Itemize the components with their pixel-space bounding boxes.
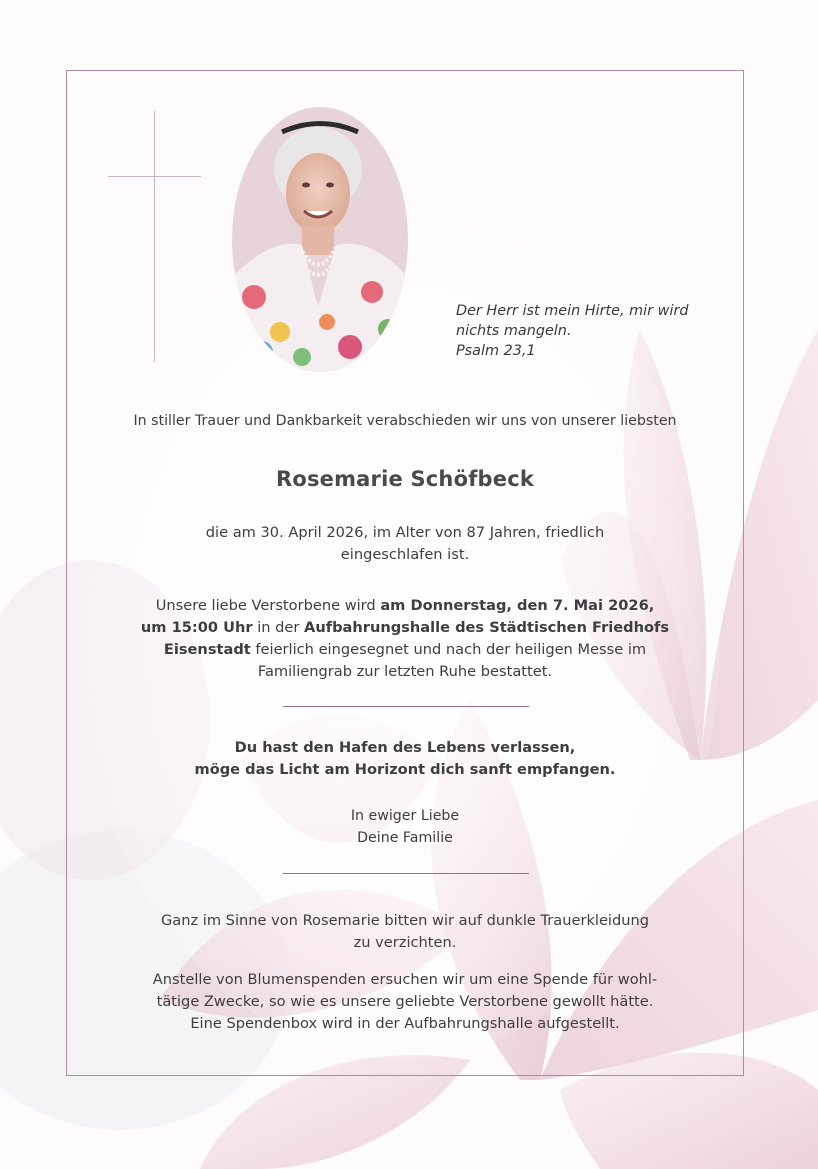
funeral-text: Unsere liebe Verstorbene wird [155,597,381,614]
funeral-venue: Aufbahrungshalle des Städtischen Friedhofs [304,619,670,636]
funeral-city: Eisenstadt [163,641,251,658]
verse-line-1: Du hast den Hafen des Lebens verlassen, [234,739,576,756]
cross-icon [154,111,155,362]
cross-icon-bar [108,176,201,177]
psalm-line-2: nichts mangeln. [456,323,572,339]
passing-line-2: eingeschlafen ist. [340,546,470,563]
funeral-details [66,595,744,683]
donation-line-2: tätige Zwecke, so wie es unsere geliebte Verstorbene gewollt hätte. [156,993,654,1010]
funeral-text: feierlich eingesegnet und nach der heiligen Messe im [250,641,647,658]
farewell-verse [66,737,744,781]
funeral-line-3 [66,639,744,661]
funeral-text: in der [252,619,305,636]
psalm-line-1: Der Herr ist mein Hirte, mir wird [456,303,689,319]
signoff-line-1: In ewiger Liebe [350,808,460,824]
psalm-reference: Psalm 23,1 [456,343,536,359]
funeral-line-4: Familiengrab zur letzten Ruhe bestattet. [257,663,553,680]
funeral-date: am Donnerstag, den 7. Mai 2026, [380,597,655,614]
signoff-line-2: Deine Familie [357,830,453,846]
funeral-line-2 [66,617,744,639]
passing-line-1: die am 30. April 2026, im Alter von 87 Jahren, friedlich [205,524,605,541]
dress-line-1: Ganz im Sinne von Rosemarie bitten wir auf dunkle Trauerkleidung [160,912,650,929]
donation-line-3: Eine Spendenbox wird in der Aufbahrungshalle aufgestellt. [190,1015,620,1032]
passing-text [66,522,744,566]
deceased-name: Rosemarie Schöfbeck [275,467,535,491]
intro-text: In stiller Trauer und Dankbarkeit verabschieden wir uns von unserer liebsten [133,413,677,429]
divider [283,706,529,707]
funeral-time: um 15:00 Uhr [140,619,253,636]
dress-code-note [66,910,744,954]
verse-line-2: möge das Licht am Horizont dich sanft empfangen. [194,761,616,778]
psalm-quote [456,301,726,361]
oval-portrait-photo [232,107,408,372]
family-signoff [66,805,744,849]
donation-line-1: Anstelle von Blumenspenden ersuchen wir um eine Spende für wohl- [152,971,658,988]
donation-note [66,969,744,1035]
dress-line-2: zu verzichten. [353,934,457,951]
divider [283,873,529,874]
funeral-line-1 [66,595,744,617]
